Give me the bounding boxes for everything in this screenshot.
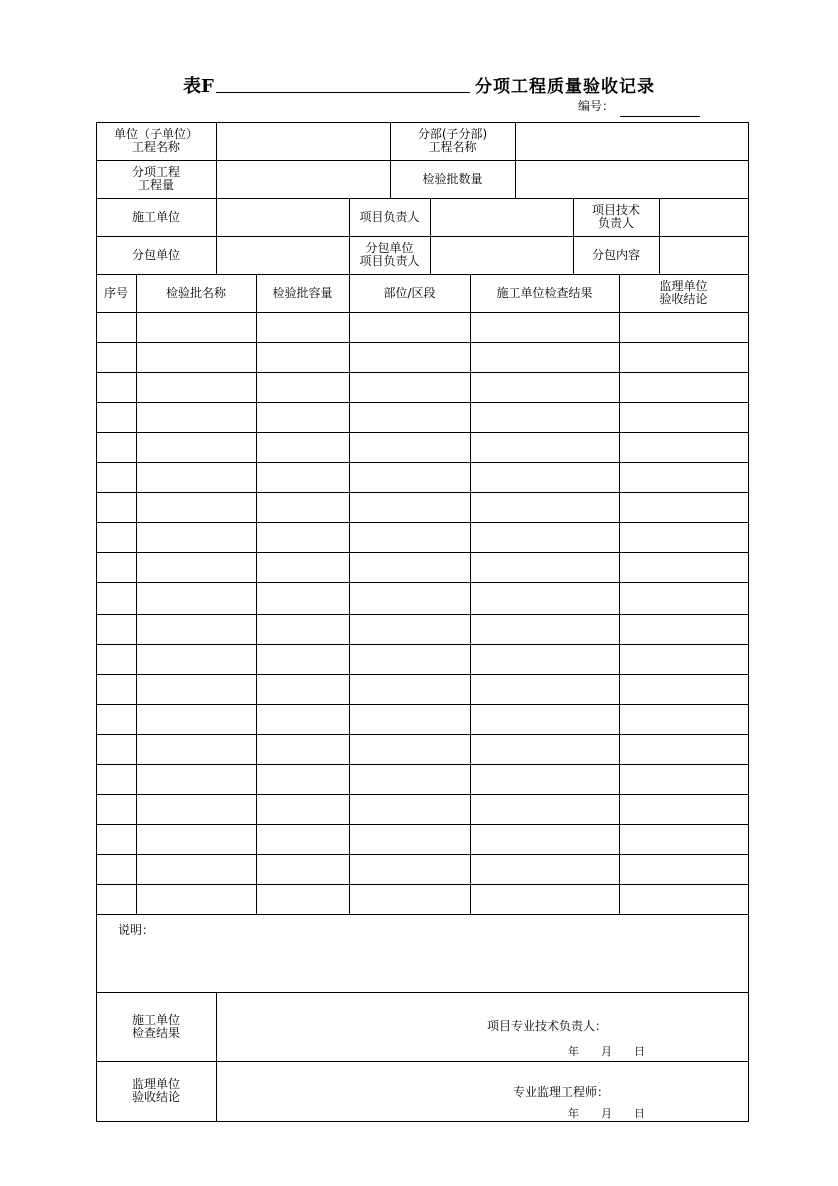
col-header-supervision: 监理单位 验收结论 (659, 279, 708, 306)
form-title (0, 70, 838, 100)
project-leader-label: 项目负责人 (359, 209, 420, 224)
title-blank-line[interactable] (216, 92, 470, 93)
code-field[interactable] (620, 116, 700, 117)
subcontract-content-label: 分包内容 (591, 247, 640, 262)
item-quantity-field[interactable] (217, 161, 389, 197)
col-header-location: 部位/区段 (383, 285, 436, 300)
code-label: 编号： (578, 99, 615, 113)
subcontract-content-field[interactable] (660, 237, 747, 273)
title-main: 分项工程质量验收记录 (475, 77, 655, 97)
supervision-accept-label: 监理单位 验收结论 (131, 1077, 180, 1104)
col-header-batch-name: 检验批名称 (165, 285, 226, 300)
project-leader-field[interactable] (431, 199, 572, 235)
table-body[interactable] (97, 313, 748, 914)
tech-signer-label: 项目专业技术负责人： (487, 1019, 608, 1033)
tech-leader-field[interactable] (660, 199, 747, 235)
col-header-batch-capacity: 检验批容量 (272, 285, 333, 300)
subcontract-unit-label: 分包单位 (131, 247, 180, 262)
unit-name-field[interactable] (217, 123, 389, 159)
sub-part-name-label: 分部(子分部) 工程名称 (417, 127, 488, 154)
note-label: 说明： (118, 923, 155, 937)
construction-unit-field[interactable] (217, 199, 348, 235)
title-prefix: 表F (183, 76, 214, 97)
date-construction: 年 月 日 (568, 1045, 645, 1058)
item-quantity-label: 分项工程 工程量 (131, 165, 180, 192)
construction-check-label: 施工单位 检查结果 (131, 1012, 180, 1040)
tech-leader-label: 项目技术 负责人 (591, 203, 640, 230)
construction-unit-label: 施工单位 (131, 209, 180, 224)
sub-project-leader-field[interactable] (431, 237, 572, 273)
note-field[interactable] (97, 940, 748, 992)
unit-name-label: 单位（子单位） 工程名称 (113, 127, 198, 154)
engineer-signer-label: 专业监理工程师： (513, 1085, 610, 1099)
col-header-seq: 序号 (103, 285, 128, 300)
sub-project-leader-label: 分包单位 项目负责人 (359, 241, 420, 268)
col-header-check-result: 施工单位检查结果 (496, 285, 593, 300)
batch-count-label: 检验批数量 (422, 171, 483, 186)
sub-part-name-field[interactable] (516, 123, 747, 159)
subcontract-unit-field[interactable] (217, 237, 348, 273)
date-supervision: 年 月 日 (568, 1107, 645, 1120)
batch-count-field[interactable] (516, 161, 747, 197)
